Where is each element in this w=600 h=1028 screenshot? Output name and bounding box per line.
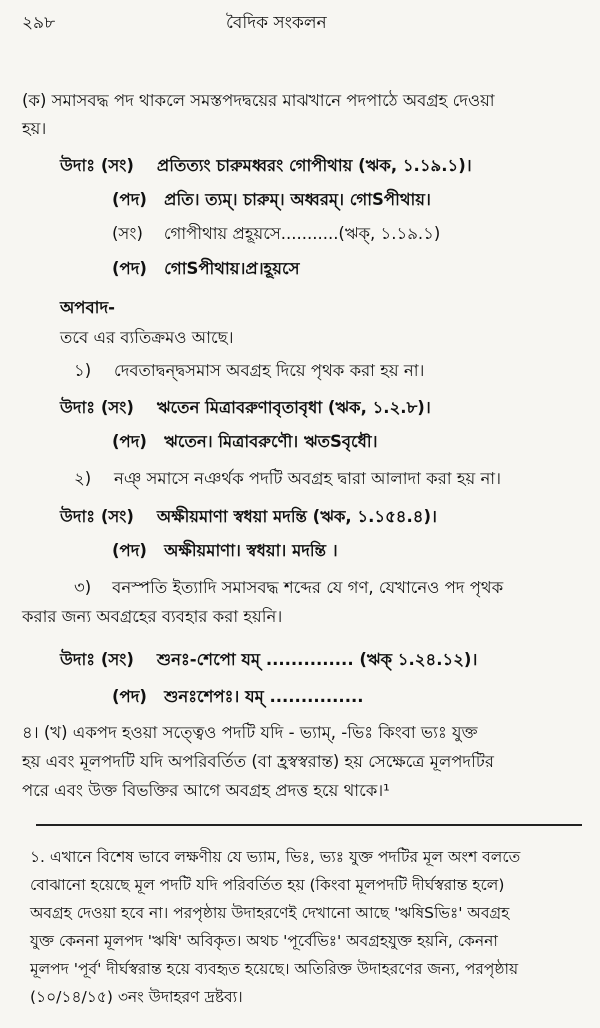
example5-samhita: উদাঃ (সং) শুনঃ-শেপো যম্ .............. (ঋক্ ১.২৪.১২)। bbox=[60, 650, 478, 669]
example2-samhita: (সং) গোপীথায় প্রহূয়সে...........(ঋক্, ১.১৯.১) bbox=[112, 224, 441, 243]
footnote-line3: অবগ্রহ দেওয়া হবে না। পরপৃষ্ঠায় উদাহরণেই দেখানো আছে 'ঋষিSভিঃ' অবগ্রহ bbox=[30, 904, 510, 922]
footnote-line2: বোঝানো হয়েছে মূল পদটি যদি পরিবর্তিত হয় (কিংবা মূলপদটি দীর্ঘস্বরান্ত হলে) bbox=[30, 876, 505, 894]
para-kha-line3: পরে এবং উক্ত বিভক্তির আগে অবগ্রহ প্রদত্ত হয়ে থাকে।¹ bbox=[22, 781, 390, 800]
example1-samhita: উদাঃ (সং) প্রতিত্যং চারুমধ্বরং গোপীথায় (ঋক, ১.১৯.১)। bbox=[60, 156, 472, 175]
example5-padapatha: (পদ) শুনঃশেপঃ। যম্ ............... bbox=[112, 687, 364, 706]
para-ka-line2: হয়। bbox=[22, 119, 47, 138]
para-kha-line1: ৪। (খ) একপদ হওয়া সত্ত্বেও পদটি যদি - ভ্যাম্, -ভিঃ কিংবা ভ্যঃ যুক্ত bbox=[22, 723, 478, 742]
para-ka-line1: (ক) সমাসবদ্ধ পদ থাকলে সমস্তপদদ্বয়ের মাঝখানে পদপাঠে অবগ্রহ দেওয়া bbox=[22, 91, 495, 110]
running-title: বৈদিক সংকলন bbox=[226, 13, 327, 33]
footnote-divider bbox=[36, 824, 582, 826]
example4-padapatha: (পদ) অক্ষীয়মাণা। স্বধয়া। মদন্তি । bbox=[112, 541, 338, 560]
rule3-line1: ৩) বনস্পতি ইত্যাদি সমাসবদ্ধ শব্দের যে গণ, যেখানেও পদ পৃথক bbox=[74, 578, 504, 597]
footnote-line5: মূলপদ 'পূর্ব' দীর্ঘস্বরান্ত হয়ে ব্যবহৃত হয়েছে। অতিরিক্ত উদাহরণের জন্য, পরপৃষ্ঠায় bbox=[30, 960, 519, 978]
footnote-line4: যুক্ত কেননা মূলপদ 'ঋষি' অবিকৃত। অথচ 'পূর্বেভিঃ' অবগ্রহযুক্ত হয়নি, কেননা bbox=[30, 932, 498, 950]
page-number: ২৯৮ bbox=[22, 13, 56, 33]
example3-padapatha: (পদ) ঋতেন। মিত্রাবরুণৌ। ঋতSবৃধৌ। bbox=[112, 432, 378, 451]
rule1-text: দেবতাদ্বন্দ্বসমাস অবগ্রহ দিয়ে পৃথক করা হয় না। bbox=[114, 361, 425, 380]
apavad-intro: তবে এর ব্যতিক্রমও আছে। bbox=[60, 328, 234, 347]
example4-samhita: উদাঃ (সং) অক্ষীয়মাণা স্বধয়া মদন্তি (ঋক, ১.১৫৪.৪)। bbox=[60, 507, 437, 526]
footnote-line1: ১. এখানে বিশেষ ভাবে লক্ষণীয় যে ভ্যাম, ভিঃ, ভ্যঃ যুক্ত পদটির মূল অংশ বলতে bbox=[30, 848, 521, 866]
rule2-text: নঞ্ সমাসে নঞর্থক পদটি অবগ্রহ দ্বারা আলাদা করা হয় না। bbox=[114, 469, 501, 488]
example3-samhita: উদাঃ (সং) ঋতেন মিত্রাবরুণাবৃতাবৃধা (ঋক, ১.২.৮)। bbox=[60, 398, 431, 417]
rule2-number: ২) bbox=[74, 469, 92, 488]
example1-padapatha: (পদ) প্রতি। ত্যম্। চারুম্। অধ্বরম্। গোSপীথায়। bbox=[112, 190, 431, 209]
rule1-number: ১) bbox=[74, 361, 92, 380]
apavad-heading: অপবাদ- bbox=[60, 298, 115, 317]
footnote-line6: (১০/১৪/১৫) ৩নং উদাহরণ দ্রষ্টব্য। bbox=[30, 988, 243, 1006]
example2-padapatha: (পদ) গোSপীথায়।প্র।হূয়সে bbox=[112, 259, 300, 278]
rule3-line2: করার জন্য অবগ্রহের ব্যবহার করা হয়নি। bbox=[22, 607, 283, 626]
para-kha-line2: হয় এবং মূলপদটি যদি অপরিবর্তিত (বা হ্রস্বস্বরান্ত) হয় সেক্ষেত্রে মূলপদটির bbox=[22, 752, 494, 771]
